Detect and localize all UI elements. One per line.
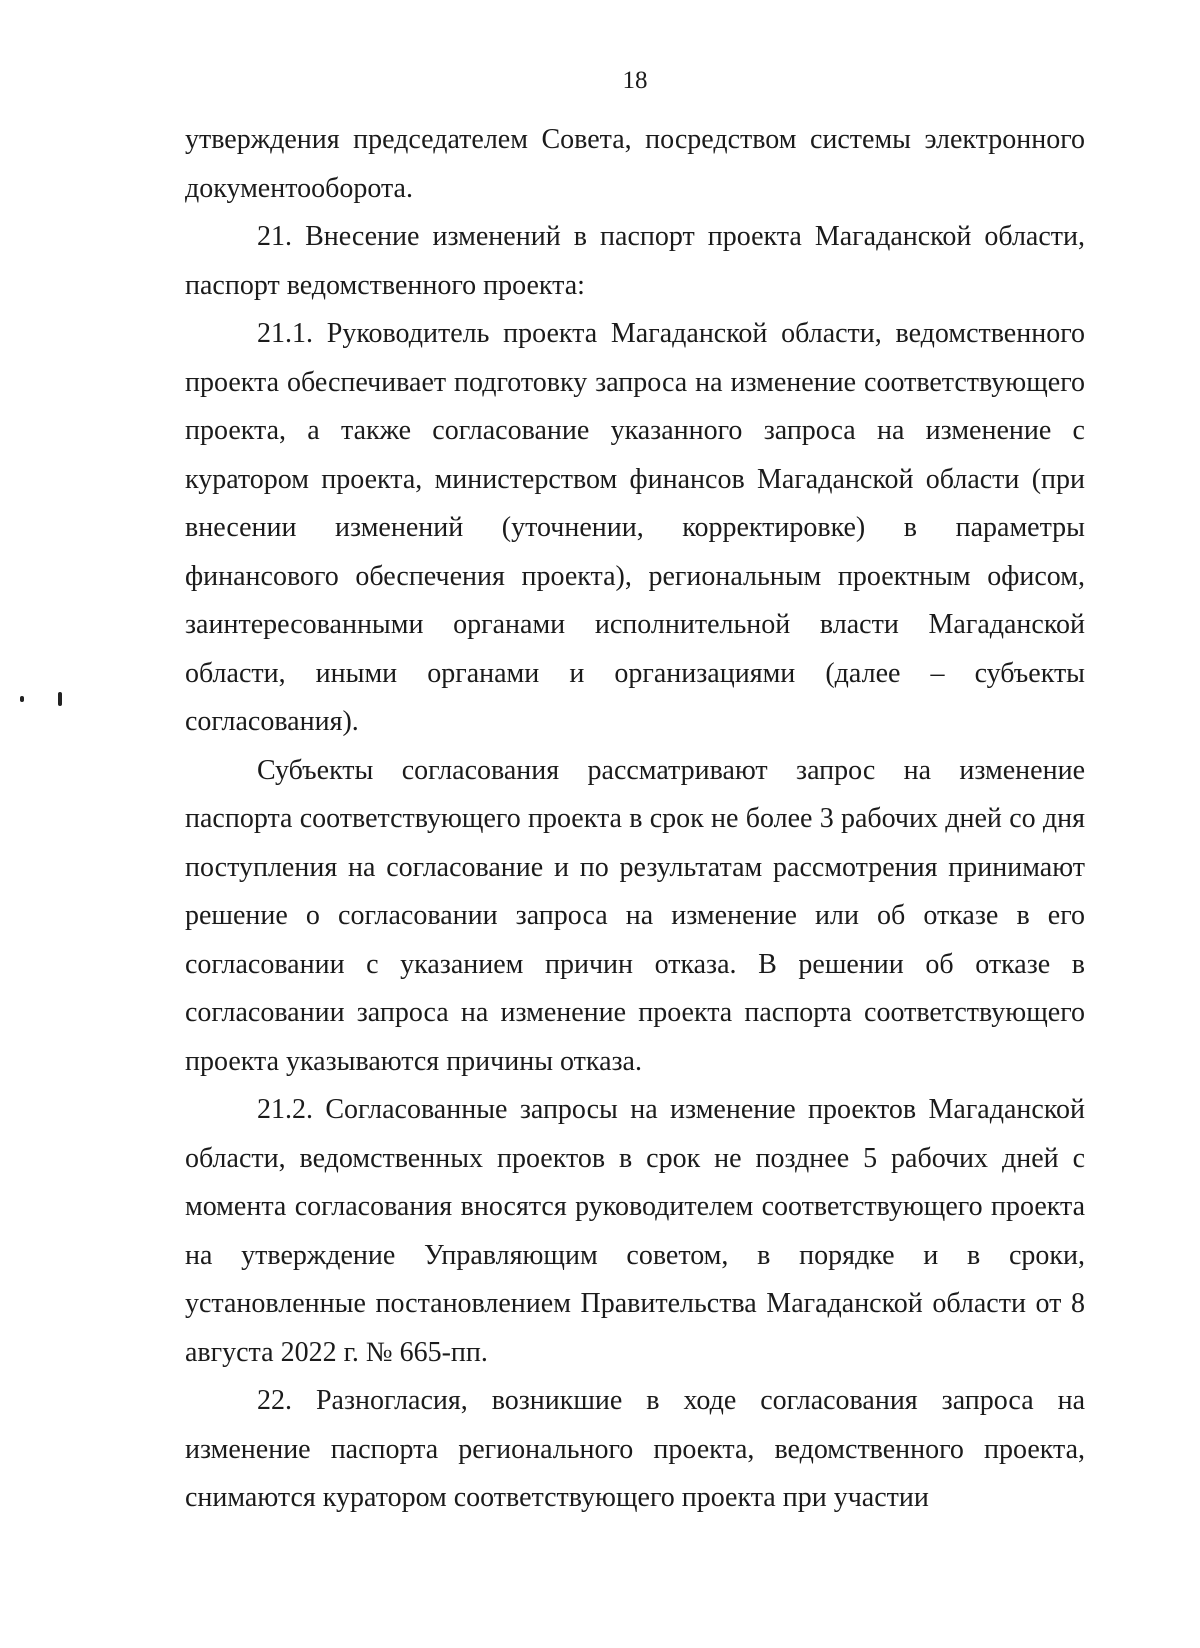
paragraph-21: 21. Внесение изменений в паспорт проекта Магаданской области, паспорт ведомственного проекта: — [185, 221, 1085, 301]
scan-artifact — [18, 690, 78, 714]
scan-artifact-mark — [20, 696, 24, 702]
paragraph-22: 22. Разногласия, возникшие в ходе согласования запроса на изменение паспорта регионального проекта, ведомственного проекта, снимаются куратором соответствующего проекта при участии — [185, 1385, 1085, 1513]
paragraph-continuation: утверждения председателем Совета, посредством системы электронного документооборота. — [185, 124, 1085, 204]
paragraph-subjects: Субъекты согласования рассматривают запрос на изменение паспорта соответствующего проекта в срок не более 3 рабочих дней со дня поступления на согласование и по результатам рассмотрения принимают решение о согласовании запроса на изменение или об отказе в его согласовании с указанием причин отказа. В решении об отказе в согласовании запроса на изменение проекта паспорта соответствующего проекта указываются причины отказа. — [185, 754, 1085, 1077]
document-body — [185, 116, 1085, 1523]
page-number: 18 — [622, 67, 648, 94]
paragraph-21-1: 21.1. Руководитель проекта Магаданской области, ведомственного проекта обеспечивает подготовку запроса на изменение соответствующего проекта, а также согласование указанного запроса на изменение с куратором проекта, министерством финансов Магаданской области (при внесении изменений (уточнении, корректировке) в параметры финансового обеспечения проекта), региональным проектным офисом, заинтересованными органами исполнительной власти Магаданской области, иными органами и организациями (далее – субъекты согласования). — [185, 318, 1085, 737]
scan-artifact-mark — [58, 692, 62, 706]
paragraph-21-2: 21.2. Согласованные запросы на изменение проектов Магаданской области, ведомственных проектов в срок не позднее 5 рабочих дней с момента согласования вносятся руководителем соответствующего проекта на утверждение Управляющим советом, в порядке и в сроки, установленные постановлением Правительства Магаданской области от 8 августа 2022 г. № 665-пп. — [185, 1094, 1085, 1368]
